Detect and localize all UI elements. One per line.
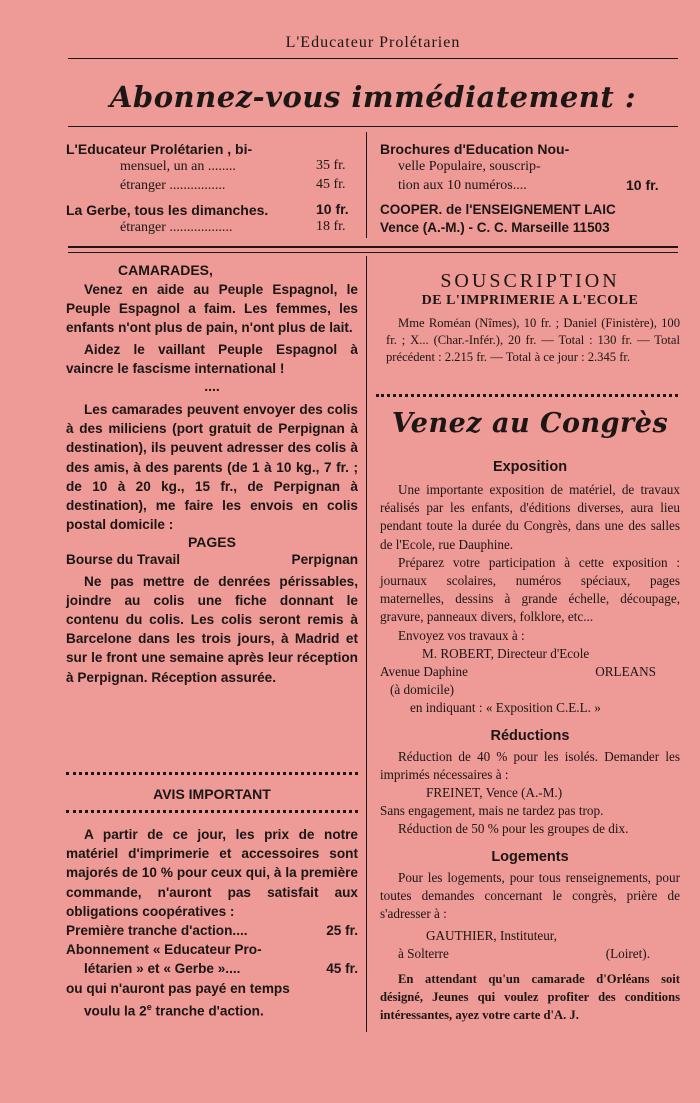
- sub-left-price-2: 35 fr.: [316, 158, 346, 173]
- colis-closing-paragraph: Ne pas mettre de denrées périssables, joindre au colis une fiche donnant le contenu du colis. Les colis seront remis à Barcelone dans les trois jours, à Madrid et sur le front une semaine après leur réception à Perpignan. Réception assurée.: [66, 573, 358, 685]
- logements-address-1: GAUTHIER, Instituteur,: [426, 928, 557, 944]
- sub-left-price-4: 10 fr.: [316, 201, 349, 217]
- column-divider: [366, 256, 367, 1032]
- reductions-title: Réductions: [490, 727, 570, 744]
- sub-right-line-3: tion aux 10 numéros....: [398, 178, 527, 193]
- sub-left-price-5: 18 fr.: [316, 219, 346, 234]
- sub-right-line-5: Vence (A.-M.) - C. C. Marseille 11503: [380, 220, 610, 235]
- souscription-title: SOUSCRIPTION: [440, 270, 620, 292]
- reductions-address: FREINET, Vence (A.-M.): [426, 785, 563, 801]
- logements-address-2-right: (Loiret).: [605, 946, 650, 962]
- exposition-paragraph-1: Une importante exposition de matériel, de travaux réalisés par les enfants, d'éditions diverses, aura lieu pendant toute la durée du Congrès, dans une des salles de l'Ecole, rue Dauphine.: [380, 482, 680, 552]
- sub-left-line-2: mensuel, un an ........: [120, 159, 236, 174]
- subscription-divider: [366, 132, 367, 238]
- camarades-separator: ....: [204, 378, 220, 395]
- logements-address-2-left: à Solterre: [398, 946, 449, 962]
- section-double-rule: [68, 246, 678, 253]
- sub-left-line-3: étranger ................: [120, 178, 226, 193]
- avis-section: [66, 786, 358, 1021]
- avis-item-1: [66, 921, 358, 940]
- congres-section: [380, 408, 680, 1024]
- souscription-text: Mme Roméan (Nîmes), 10 fr. ; Daniel (Finistère), 100 fr. ; X... (Char.-Infér.), 20 fr. — Total : 130 fr. — Total précédent : 2.215 fr. — Total à ce jour : 2.345 fr.: [386, 316, 680, 364]
- avis-item-2-line-4: [66, 998, 358, 1021]
- logements-paragraph-1: Pour les logements, pour tous renseignements, pour toutes demandes concernant le congrès, prière de s'adresser à :: [380, 869, 680, 922]
- camarades-paragraph-2: Aidez le vaillant Peuple Espagnol à vaincre le fascisme international !: [66, 341, 358, 376]
- avis-item-2-price: 45 fr.: [326, 961, 358, 977]
- avis-item-2-line-4-sup: e: [146, 1001, 152, 1012]
- header-rule: [68, 58, 678, 59]
- reductions-paragraph-2: Sans engagement, mais ne tardez pas trop.: [380, 803, 604, 819]
- avis-title-dotted-rule: [66, 810, 358, 813]
- logements-title: Logements: [491, 848, 569, 865]
- reductions-paragraph-3: Réduction de 50 % pour les groupes de dix.: [398, 821, 629, 837]
- avis-item-1-label: Première tranche d'action....: [66, 923, 248, 939]
- avis-item-2-line-4-a: voulu la 2: [84, 1003, 147, 1019]
- exposition-address-2-left: Avenue Daphine: [380, 664, 469, 680]
- pages-address-left: Bourse du Travail: [66, 552, 181, 568]
- sub-right-line-1: Brochures d'Education Nou-: [380, 141, 570, 157]
- exposition-address-1: M. ROBERT, Directeur d'Ecole: [422, 645, 590, 661]
- exposition-paragraph-3: Envoyez vos travaux à :: [398, 627, 525, 643]
- souscription-subtitle: DE L'IMPRIMERIE A L'ECOLE: [421, 293, 639, 308]
- avis-item-2-line-2: létarien » et « Gerbe »....: [84, 961, 241, 977]
- sub-left-line-4: La Gerbe, tous les dimanches.: [66, 202, 269, 218]
- camarades-title: CAMARADES,: [118, 262, 213, 278]
- avis-paragraph: A partir de ce jour, les prix de notre matériel d'imprimerie et accessoires sont majorés de 10 % pour ceux qui, à la première commande, n'auront pas satisfait aux obligations coopératives :: [66, 827, 358, 919]
- banner-rule: [68, 126, 678, 127]
- sub-left-line-5: étranger ..................: [120, 220, 233, 235]
- sub-left-line-1: L'Educateur Prolétarien , bi-: [66, 141, 253, 157]
- exposition-address-4: en indiquant : « Exposition C.E.L. »: [410, 700, 601, 716]
- sub-right-line-2: velle Populaire, souscrip-: [398, 159, 541, 174]
- colis-paragraph: Les camarades peuvent envoyer des colis à des miliciens (port gratuit de Perpignan à destination), ils peuvent adresser des colis à des amis, à des parents (de 1 à 10 kg., 7 fr. ; de 10 à 20 kg., 15 fr., de Perpignan à destination), me faire les envois en colis postal domicile :: [66, 402, 358, 533]
- avis-dotted-rule: [66, 772, 358, 775]
- left-column: [66, 262, 358, 687]
- right-column: [380, 270, 680, 366]
- congres-dotted-rule: [376, 394, 678, 397]
- sub-left-price-3: 45 fr.: [316, 177, 346, 192]
- exposition-address-2-right: ORLEANS: [595, 664, 656, 680]
- logements-paragraph-2: En attendant qu'un camarade d'Orléans soit désigné, Jeunes qui voulez profiter des conditions intéressantes, ayez votre carte d'A. J.: [380, 971, 680, 1023]
- exposition-paragraph-2: Préparez votre participation à cette exposition : journaux scolaires, numéros spéciaux, pages maternelles, dessins à grande échelle, découpage, gravure, panneaux divers, folklore, etc...: [380, 554, 680, 625]
- camarades-paragraph-1: Venez en aide au Peuple Espagnol, le Peuple Espagnol a faim. Les femmes, les enfants n'ont plus de pain, n'ont plus de lait.: [66, 282, 358, 336]
- avis-title: AVIS IMPORTANT: [153, 786, 271, 802]
- logements-address-2-row: [380, 945, 680, 963]
- sub-right-price-3: 10 fr.: [626, 177, 659, 193]
- subscription-banner-title: Abonnez-vous immédiatement :: [109, 80, 637, 114]
- reductions-paragraph-1: Réduction de 40 % pour les isolés. Demander les imprimés nécessaires à :: [380, 748, 680, 782]
- pages-address-right: Perpignan: [291, 552, 358, 568]
- exposition-address-2-row: [380, 663, 680, 681]
- congres-title: Venez au Congrès: [391, 408, 669, 439]
- avis-item-2-line-3: ou qui n'auront pas payé en temps: [66, 980, 290, 996]
- pages-address-row: [66, 550, 358, 569]
- exposition-address-3: (à domicile): [390, 682, 455, 698]
- avis-item-2-line-1: Abonnement « Educateur Pro-: [66, 942, 262, 958]
- pages-name: PAGES: [188, 534, 236, 551]
- exposition-title: Exposition: [492, 459, 568, 475]
- running-title: L'Educateur Prolétarien: [285, 34, 461, 51]
- avis-item-2-row: [66, 959, 358, 978]
- avis-item-1-price: 25 fr.: [326, 923, 358, 939]
- avis-item-2-line-4-b: tranche d'action.: [151, 1003, 264, 1019]
- sub-right-line-4: COOPER. de l'ENSEIGNEMENT LAIC: [380, 202, 616, 217]
